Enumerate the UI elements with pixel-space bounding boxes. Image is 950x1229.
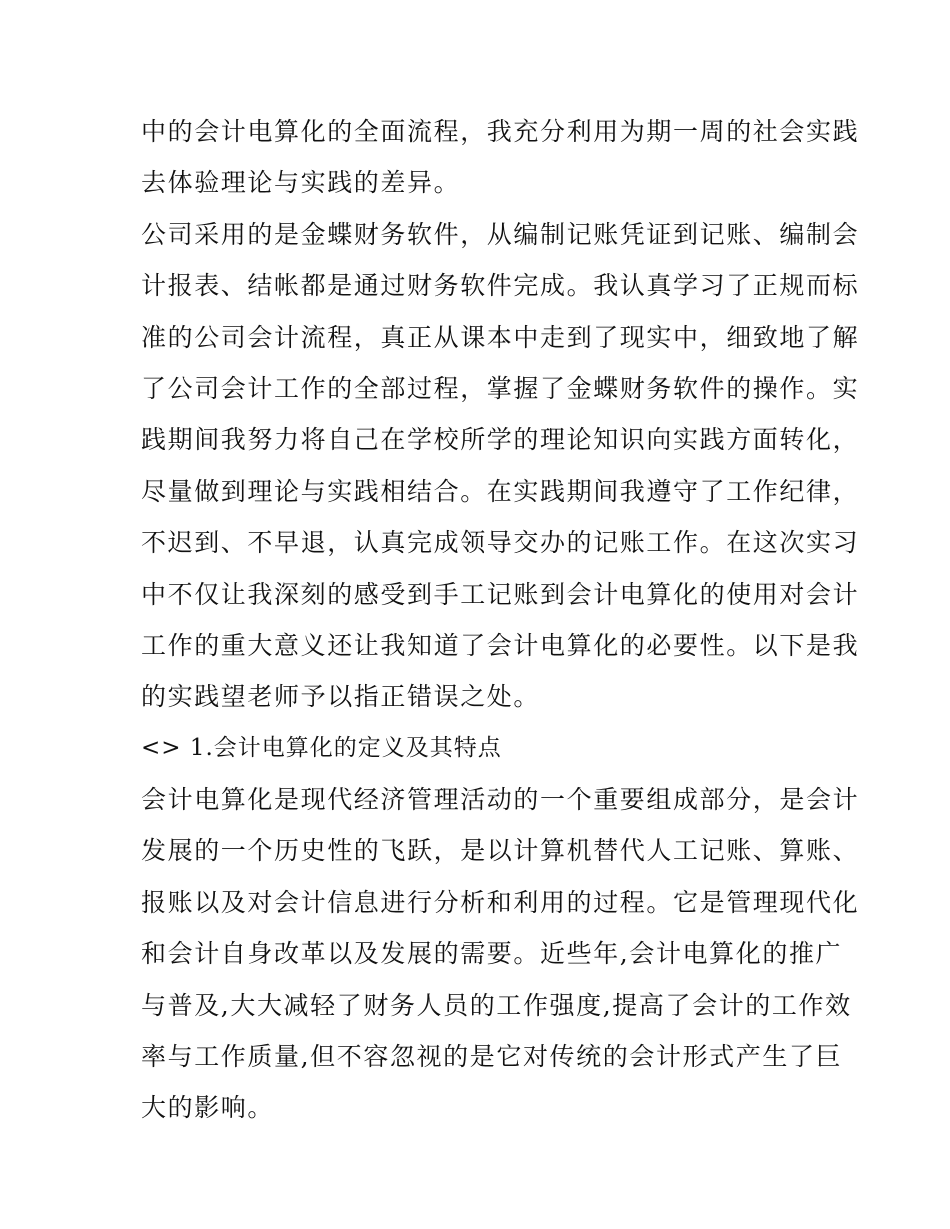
- text-line: 的实践望老师予以指正错误之处。: [141, 682, 541, 712]
- text-line: 中不仅让我深刻的感受到手工记账到会计电算化的使用对会计: [141, 579, 860, 609]
- text-line: 了公司会计工作的全部过程，掌握了金蝶财务软件的操作。实: [141, 373, 860, 403]
- text-line: 准的公司会计流程，真正从课本中走到了现实中，细致地了解: [141, 322, 860, 352]
- text-line: 和会计自身改革以及发展的需要。近些年,会计电算化的推广: [141, 939, 843, 969]
- text-line: 去体验理论与实践的差异。: [141, 168, 461, 198]
- section-heading: <> 1.会计电算化的定义及其特点: [141, 734, 502, 761]
- document-body: [141, 106, 860, 1134]
- text-line: 不迟到、不早退，认真完成领导交办的记账工作。在这次实习: [141, 528, 860, 558]
- text-line: 尽量做到理论与实践相结合。在实践期间我遵守了工作纪律，: [141, 476, 860, 506]
- text-line: 践期间我努力将自己在学校所学的理论知识向实践方面转化，: [141, 425, 860, 455]
- text-line: 计报表、结帐都是通过财务软件完成。我认真学习了正规而标: [141, 271, 860, 301]
- text-line: 中的会计电算化的全面流程，我充分利用为期一周的社会实践: [141, 117, 860, 146]
- text-line: 会计电算化是现代经济管理活动的一个重要组成部分，是会计: [141, 785, 860, 815]
- text-line: 报账以及对会计信息进行分析和利用的过程。它是管理现代化: [141, 887, 860, 917]
- text-line: 率与工作质量,但不容忽视的是它对传统的会计形式产生了巨: [141, 1042, 843, 1072]
- text-line: 工作的重大意义还让我知道了会计电算化的必要性。以下是我: [141, 630, 860, 660]
- text-line: 发展的一个历史性的飞跃，是以计算机替代人工记账、算账、: [141, 836, 860, 866]
- text-line: 公司采用的是金蝶财务软件，从编制记账凭证到记账、编制会: [141, 219, 860, 249]
- text-line: 与普及,大大减轻了财务人员的工作强度,提高了会计的工作效: [141, 990, 852, 1020]
- text-line: 大的影响。: [141, 1093, 275, 1123]
